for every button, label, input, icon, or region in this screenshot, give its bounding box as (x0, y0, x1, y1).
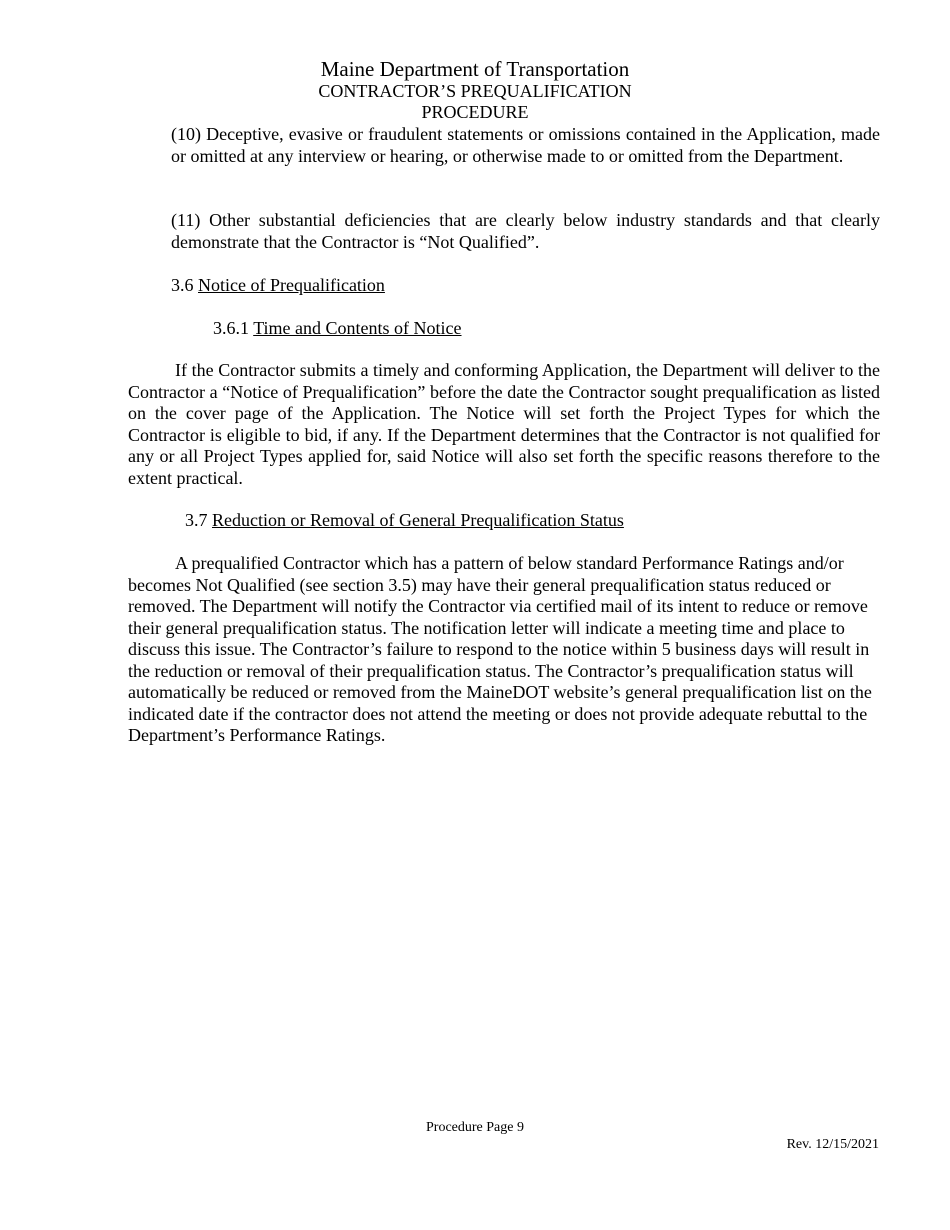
page-header (0, 57, 950, 123)
document-title-line-2: PROCEDURE (421, 102, 529, 122)
section-3-6-heading (171, 274, 385, 296)
revision-date: Rev. 12/15/2021 (786, 1137, 879, 1152)
item-11-paragraph: (11) Other substantial deficiencies that are clearly below industry standards and that clearly demonstrate that the Contractor is “Not Qualified”. (171, 210, 880, 252)
section-number: 3.7 (185, 510, 208, 530)
section-3-6-1-heading (213, 317, 462, 339)
organization-name: Maine Department of Transportation (320, 57, 630, 81)
section-title: Reduction or Removal of General Prequalification Status (212, 510, 624, 530)
item-10-paragraph: (10) Deceptive, evasive or fraudulent statements or omissions contained in the Application, made or omitted at any interview or hearing, or otherwise made to or omitted from the Department. (171, 124, 880, 166)
section-3-7-paragraph: A prequalified Contractor which has a pattern of below standard Performance Ratings and/or becomes Not Qualified (see section 3.5) may have their general prequalification status reduced or removed. The Department will notify the Contractor via certified mail of its intent to reduce or remove their general prequalification status. The notification letter will indicate a meeting time and place to discuss this issue. The Contractor’s failure to respond to the notice within 5 business days will result in the reduction or removal of their prequalification status. The Contractor’s prequalification status will automatically be reduced or removed from the MaineDOT website’s general prequalification list on the indicated date if the contractor does not attend the meeting or does not provide adequate rebuttal to the Department’s Performance Ratings. (128, 553, 872, 745)
page-number: Procedure Page 9 (426, 1120, 524, 1135)
section-3-6-1-paragraph: If the Contractor submits a timely and conforming Application, the Department will deliver to the Contractor a “Notice of Prequalification” before the date the Contractor sought prequalification as listed on the cover page of the Application. The Notice will set forth the Project Types for which the Contractor is eligible to bid, if any. If the Department determines that the Contractor is not qualified for any or all Project Types applied for, said Notice will also set forth the specific reasons therefore to the extent practical. (128, 360, 880, 488)
section-number: 3.6 (171, 275, 194, 295)
section-3-7-heading (185, 509, 624, 531)
section-title: Time and Contents of Notice (253, 318, 462, 338)
document-title-line-1: CONTRACTOR’S PREQUALIFICATION (318, 81, 632, 101)
section-title: Notice of Prequalification (198, 275, 385, 295)
section-number: 3.6.1 (213, 318, 249, 338)
